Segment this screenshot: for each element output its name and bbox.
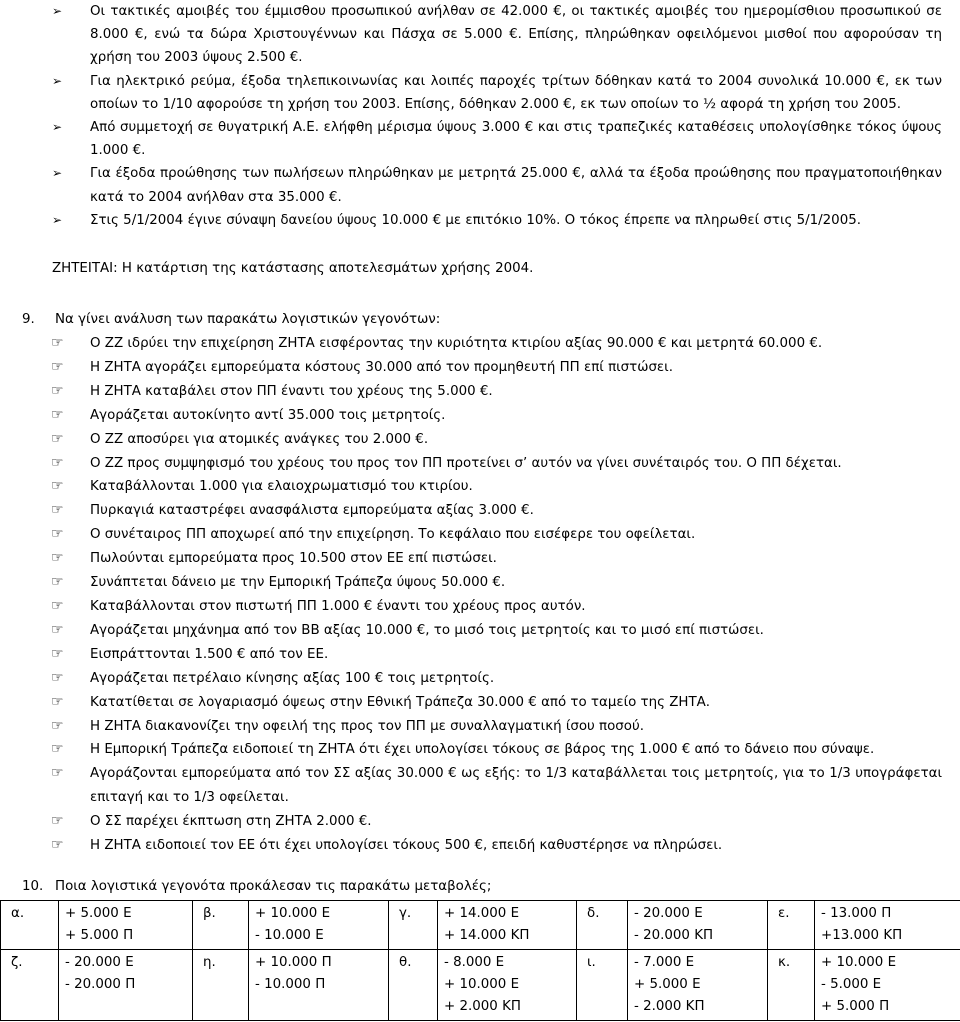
list-item-text: Καταβάλλονται 1.000 για ελαιοχρωματισμό του κτιρίου. [90, 479, 473, 495]
list-item [0, 499, 960, 523]
list-item [0, 715, 960, 739]
list-item [0, 356, 960, 380]
pointing-finger-icon: ☞ [51, 645, 64, 662]
pointing-finger-icon: ☞ [51, 526, 64, 543]
pointing-finger-icon: ☞ [51, 621, 64, 638]
list-item-text: Οι τακτικές αμοιβές του έμμισθου προσωπικού ανήλθαν σε 42.000 €, οι τακτικές αμοιβές του ημερομίσθιου προσωπικού σε 8.000 €, ενώ τα δώρα Χριστουγέννων και Πάσχα σε 5.000 €. Επίσης, πληρώθηκαν οφειλόμενοι μισθοί που αφορούσαν τη χρήση του 2003 ύψους 2.500 €. [90, 4, 942, 66]
value-line: + 5.000 Π [65, 928, 134, 943]
value-line: + 2.000 ΚΠ [444, 999, 521, 1014]
value-line: - 20.000 Π [65, 977, 136, 992]
value-line: - 10.000 Ε [255, 928, 324, 943]
table-cell-label: γ. [389, 901, 438, 950]
table-cell-label: α. [1, 901, 59, 950]
value-line: - 5.000 Ε [821, 977, 882, 992]
list-item [0, 547, 960, 571]
list-item-text: Αγοράζεται μηχάνημα από τον ΒΒ αξίας 10.000 €, το μισό τοις μετρητοίς και το μισό επί πιστώσει. [90, 622, 764, 638]
pointing-finger-icon: ☞ [51, 502, 64, 519]
list-item [0, 70, 960, 116]
list-item-text: Η ΖΗΤΑ διακανονίζει την οφειλή της προς τον ΠΠ με συναλλαγματική ίσου ποσού. [90, 718, 644, 734]
table-cell-values [438, 901, 577, 950]
value-line: + 5.000 Π [821, 999, 890, 1014]
table-cell-values [249, 901, 389, 950]
table-cell-label: η. [193, 950, 249, 1021]
pointing-finger-icon: ☞ [51, 406, 64, 423]
list-item [0, 523, 960, 547]
value-line: - 2.000 ΚΠ [634, 999, 705, 1014]
list-item-text: Στις 5/1/2004 έγινε σύναψη δανείου ύψους 10.000 € με επιτόκιο 10%. Ο τόκος έπρεπε να πληρωθεί στις 5/1/2005. [90, 212, 861, 228]
arrow-bullet-icon: ➢ [52, 73, 63, 88]
list-item [0, 380, 960, 404]
list-item-text: Ο συνέταιρος ΠΠ αποχωρεί από την επιχείρηση. Το κεφάλαιο που εισέφερε του οφείλεται. [90, 527, 696, 543]
value-line: +13.000 ΚΠ [821, 928, 903, 943]
table-cell-label: κ. [768, 950, 815, 1021]
pointing-finger-icon: ☞ [51, 765, 64, 782]
pointing-finger-icon: ☞ [51, 382, 64, 399]
list-item [0, 571, 960, 595]
value-line: + 10.000 Ε [444, 977, 520, 992]
table-row [1, 901, 960, 950]
list-item [0, 834, 960, 858]
list-item-text: Για ηλεκτρικό ρεύμα, έξοδα τηλεπικοινωνίας και λοιπές παροχές τρίτων δόθηκαν κατά το 2004 συνολικά 10.000 €, εκ των οποίων το 1/10 αφορούσε τη χρήση του 2003. Επίσης, δόθηκαν 2.000 €, εκ των οποίων το ½ αφορά τη χρήση του 2005. [90, 73, 942, 112]
question-9-list [0, 332, 960, 858]
value-line: - 20.000 ΚΠ [634, 928, 714, 943]
list-item [0, 643, 960, 667]
pointing-finger-icon: ☞ [51, 478, 64, 495]
changes-table [0, 900, 960, 1021]
list-item [0, 619, 960, 643]
list-item-text: Κατατίθεται σε λογαριασμό όψεως στην Εθνική Τράπεζα 30.000 € από το ταμείο της ΖΗΤΑ. [90, 694, 711, 710]
table-cell-label: ι. [577, 950, 628, 1021]
table-cell-values [59, 950, 193, 1021]
table-cell-values [815, 901, 960, 950]
pointing-finger-icon: ☞ [51, 335, 64, 351]
table-cell-label: δ. [577, 901, 628, 950]
value-line: + 10.000 Ε [821, 955, 897, 970]
pointing-finger-icon: ☞ [51, 741, 64, 758]
list-item [0, 691, 960, 715]
pointing-finger-icon: ☞ [51, 717, 64, 734]
list-item [0, 475, 960, 499]
list-item-text: Η Εμπορική Τράπεζα ειδοποιεί τη ΖΗΤΑ ότι έχει υπολογίσει τόκους σε βάρος της 1.000 € από το δάνειο που σύναψε. [90, 742, 875, 758]
value-line: + 10.000 Ε [255, 906, 331, 921]
list-item-text: Αγοράζονται εμπορεύματα από τον ΣΣ αξίας 30.000 € ως εξής: το 1/3 καταβάλλεται τοις μετρητοίς, για το 1/3 υπογράφεται επιταγή και το 1/3 οφείλεται. [90, 766, 942, 806]
list-item [0, 595, 960, 619]
value-line: - 20.000 Ε [65, 955, 134, 970]
question-9-heading [22, 308, 440, 331]
list-item-text: Πυρκαγιά καταστρέφει ανασφάλιστα εμπορεύματα αξίας 3.000 €. [90, 503, 534, 519]
top-bullet-list [0, 0, 960, 232]
value-line: - 8.000 Ε [444, 955, 505, 970]
list-item-text: Πωλούνται εμπορεύματα προς 10.500 στον ΕΕ επί πιστώσει. [90, 551, 497, 567]
list-item-text: Ο ΖΖ αποσύρει για ατομικές ανάγκες του 2.000 €. [90, 431, 429, 447]
list-item [0, 0, 960, 70]
table-cell-values [628, 901, 768, 950]
list-item [0, 810, 960, 834]
requirement-text: ΖΗΤΕΙΤΑΙ: Η κατάρτιση της κατάστασης αποτελεσμάτων χρήσης 2004. [52, 261, 534, 276]
list-item-text: Καταβάλλονται στον πιστωτή ΠΠ 1.000 € έναντι του χρέους προς αυτόν. [90, 598, 586, 614]
table-cell-label: ζ. [1, 950, 59, 1021]
pointing-finger-icon: ☞ [51, 430, 64, 447]
pointing-finger-icon: ☞ [51, 550, 64, 567]
value-line: + 5.000 Ε [634, 977, 701, 992]
list-item-text: Συνάπτεται δάνειο με την Εμπορική Τράπεζα ύψους 50.000 €. [90, 575, 506, 591]
value-line: - 7.000 Ε [634, 955, 695, 970]
list-item-text: Ο ΣΣ παρέχει έκπτωση στη ΖΗΤΑ 2.000 €. [90, 814, 372, 830]
value-line: - 13.000 Π [821, 906, 892, 921]
list-item [0, 667, 960, 691]
list-item-text: Για έξοδα προώθησης των πωλήσεων πληρώθηκαν με μετρητά 25.000 €, αλλά τα έξοδα προώθησης που πραγματοποιήθηκαν κατά το 2004 ανήλθαν στα 35.000 €. [90, 166, 942, 205]
pointing-finger-icon: ☞ [51, 813, 64, 830]
list-item-text: Αγοράζεται πετρέλαιο κίνησης αξίας 100 € τοις μετρητοίς. [90, 670, 495, 686]
value-line: + 14.000 Ε [444, 906, 520, 921]
list-item [0, 116, 960, 162]
pointing-finger-icon: ☞ [51, 454, 64, 471]
arrow-bullet-icon: ➢ [52, 212, 63, 227]
list-item [0, 452, 960, 476]
list-item-text: Ο ΖΖ προς συμψηφισμό του χρέους του προς τον ΠΠ προτείνει σ’ αυτόν να γίνει συνέταιρός του. Ο ΠΠ δέχεται. [90, 455, 842, 471]
list-item [0, 332, 960, 356]
list-item-text: Αγοράζεται αυτοκίνητο αντί 35.000 τοις μετρητοίς. [90, 407, 446, 423]
list-item [0, 428, 960, 452]
value-line: - 10.000 Π [255, 977, 326, 992]
table-cell-values [249, 950, 389, 1021]
list-item-text: Η ΖΗΤΑ ειδοποιεί τον ΕΕ ότι έχει υπολογίσει τόκους 500 €, επειδή καθυστέρησε να πληρώσει. [90, 838, 723, 854]
table-cell-values [59, 901, 193, 950]
question-10-heading [22, 875, 491, 898]
question-number: 9. [22, 312, 35, 327]
list-item-text: Η ΖΗΤΑ καταβάλει στον ΠΠ έναντι του χρέους της 5.000 €. [90, 383, 493, 399]
pointing-finger-icon: ☞ [51, 693, 64, 710]
pointing-finger-icon: ☞ [51, 669, 64, 686]
question-title: Να γίνει ανάλυση των παρακάτω λογιστικών γεγονότων: [55, 312, 441, 327]
pointing-finger-icon: ☞ [51, 837, 64, 854]
question-number: 10. [22, 879, 44, 894]
list-item [0, 162, 960, 208]
list-item [0, 738, 960, 762]
value-line: - 20.000 Ε [634, 906, 703, 921]
arrow-bullet-icon: ➢ [52, 120, 63, 135]
arrow-bullet-icon: ➢ [52, 4, 63, 18]
pointing-finger-icon: ☞ [51, 597, 64, 614]
table-row [1, 950, 960, 1021]
table-cell-label: θ. [389, 950, 438, 1021]
list-item-text: Ο ΖΖ ιδρύει την επιχείρηση ΖΗΤΑ εισφέροντας την κυριότητα κτιρίου αξίας 90.000 € και μετρητά 60.000 €. [90, 336, 823, 351]
list-item-text: Εισπράττονται 1.500 € από τον ΕΕ. [90, 646, 329, 662]
pointing-finger-icon: ☞ [51, 358, 64, 375]
pointing-finger-icon: ☞ [51, 574, 64, 591]
list-item-text: Από συμμετοχή σε θυγατρική Α.Ε. ελήφθη μέρισμα ύψους 3.000 € και στις τραπεζικές καταθέσεις υπολογίσθηκε τόκος ύψους 1.000 €. [90, 120, 942, 159]
list-item [0, 209, 960, 232]
table-cell-label: β. [193, 901, 249, 950]
value-line: + 14.000 ΚΠ [444, 928, 530, 943]
list-item [0, 762, 960, 810]
value-line: + 5.000 Ε [65, 906, 132, 921]
table-cell-values [628, 950, 768, 1021]
table-cell-values [815, 950, 960, 1021]
list-item-text: Η ΖΗΤΑ αγοράζει εμπορεύματα κόστους 30.000 από τον προμηθευτή ΠΠ επί πιστώσει. [90, 359, 673, 375]
table-cell-label: ε. [768, 901, 815, 950]
list-item [0, 404, 960, 428]
question-title: Ποια λογιστικά γεγονότα προκάλεσαν τις παρακάτω μεταβολές; [55, 879, 492, 894]
value-line: + 10.000 Π [255, 955, 332, 970]
table-cell-values [438, 950, 577, 1021]
arrow-bullet-icon: ➢ [52, 166, 63, 181]
